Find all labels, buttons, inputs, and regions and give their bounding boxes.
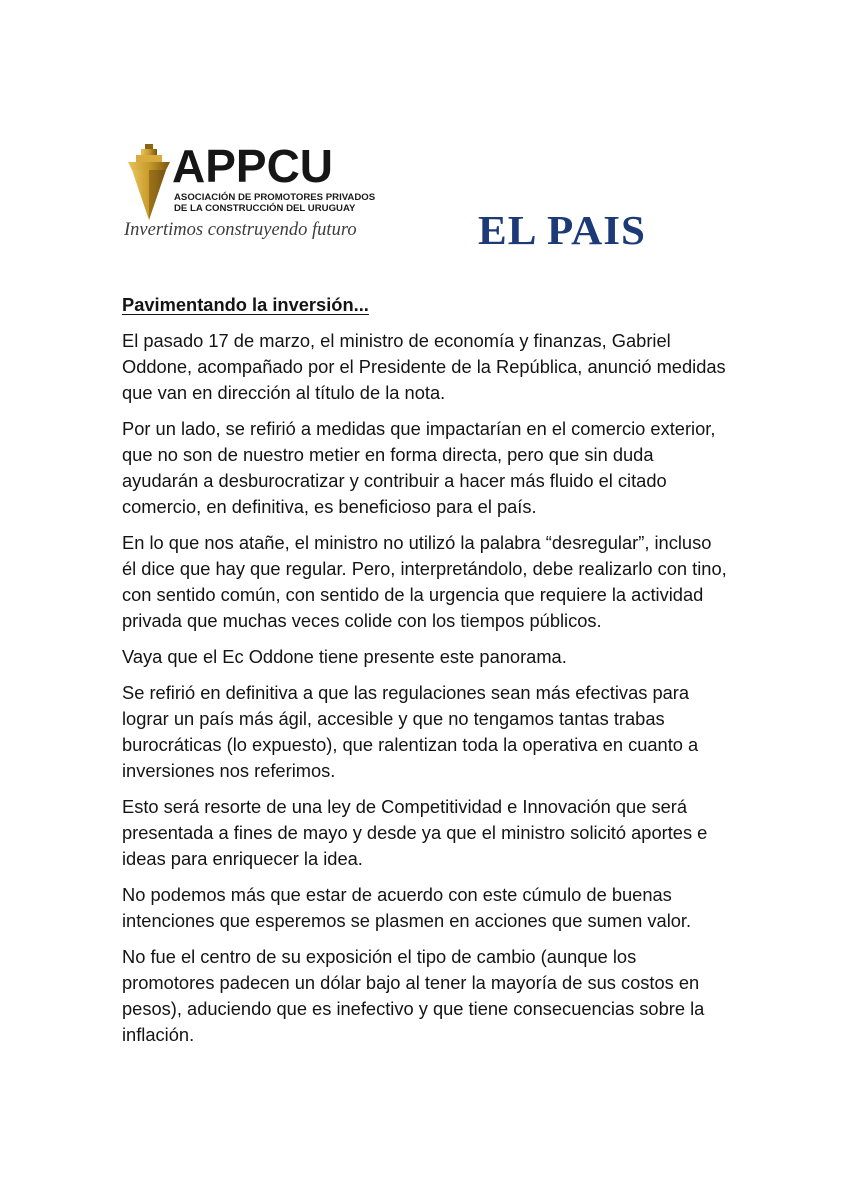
paragraph-line: inflación. [122, 1024, 195, 1045]
paragraph-line: privada que muchas veces colide con los tiempos públicos. [122, 610, 602, 631]
article-paragraph [122, 328, 726, 406]
paragraph-line: No podemos más que estar de acuerdo con este cúmulo de buenas [122, 884, 672, 905]
paragraph-line: El pasado 17 de marzo, el ministro de economía y finanzas, Gabriel [122, 330, 671, 351]
paragraph-line: burocráticas (lo expuesto), que ralentizan toda la operativa en cuanto a [122, 734, 699, 755]
appcu-subtitle-line: ASOCIACIÓN DE PROMOTORES PRIVADOS [174, 192, 376, 203]
appcu-subtitle-line: DE LA CONSTRUCCIÓN DEL URUGUAY [174, 203, 356, 214]
paragraph-line: intenciones que esperemos se plasmen en acciones que sumen valor. [122, 910, 692, 931]
paragraph-line: Por un lado, se refirió a medidas que impactarían en el comercio exterior, [122, 418, 716, 439]
article-paragraph [122, 794, 722, 872]
paragraph-line: En lo que nos atañe, el ministro no utilizó la palabra “desregular”, incluso [122, 532, 712, 553]
paragraph-line: él dice que hay que regular. Pero, interpretándolo, debe realizarlo con tino, [122, 558, 727, 579]
article-paragraph [122, 680, 722, 784]
article-paragraph [122, 530, 727, 634]
article-paragraph [122, 944, 722, 1048]
paragraph-line: Esto será resorte de una ley de Competitividad e Innovación que será [122, 796, 688, 817]
paragraph-line: presentada a fines de mayo y desde ya que el ministro solicitó aportes e [122, 822, 708, 843]
article-title: Pavimentando la inversión... [122, 294, 369, 315]
paragraph-line: pesos), aduciendo que es inefectivo y que tiene consecuencias sobre la [122, 998, 705, 1019]
paragraph-line: ideas para enriquecer la idea. [122, 848, 363, 869]
article-paragraph [122, 416, 722, 520]
paragraph-line: con sentido común, con sentido de la urgencia que requiere la actividad [122, 584, 704, 605]
paragraph-line: Oddone, acompañado por el Presidente de la República, anunció medidas [122, 356, 726, 377]
paragraph-line: lograr un país más ágil, accesible y que no tengamos tantas trabas [122, 708, 665, 729]
paragraph-line: que van en dirección al título de la nota. [122, 382, 446, 403]
paragraph-line: inversiones nos referimos. [122, 760, 336, 781]
appcu-subtitle [174, 192, 375, 214]
article-paragraph [122, 882, 722, 934]
paragraph-line: promotores padecen un dólar bajo al tener la mayoría de sus costos en [122, 972, 700, 993]
paragraph-line: No fue el centro de su exposición el tipo de cambio (aunque los [122, 946, 637, 967]
article [122, 292, 727, 1058]
appcu-logo [122, 140, 376, 250]
appcu-name: APPCU [172, 140, 334, 192]
paragraph-line: comercio, en definitiva, es beneficioso para el país. [122, 496, 537, 517]
paragraph-line: Vaya que el Ec Oddone tiene presente este panorama. [122, 646, 567, 667]
paragraph-line: ayudarán a desburocratizar y contribuir a hacer más fluido el citado [122, 470, 667, 491]
paragraph-line: Se refirió en definitiva a que las regulaciones sean más efectivas para [122, 682, 690, 703]
article-paragraph [122, 644, 722, 670]
appcu-tagline: Invertimos construyendo futuro [124, 220, 357, 240]
elpais-logo: EL PAIS [478, 207, 647, 253]
paragraph-line: que no son de nuestro metier en forma directa, pero que sin duda [122, 444, 654, 465]
plumb-bob-icon [126, 144, 172, 222]
